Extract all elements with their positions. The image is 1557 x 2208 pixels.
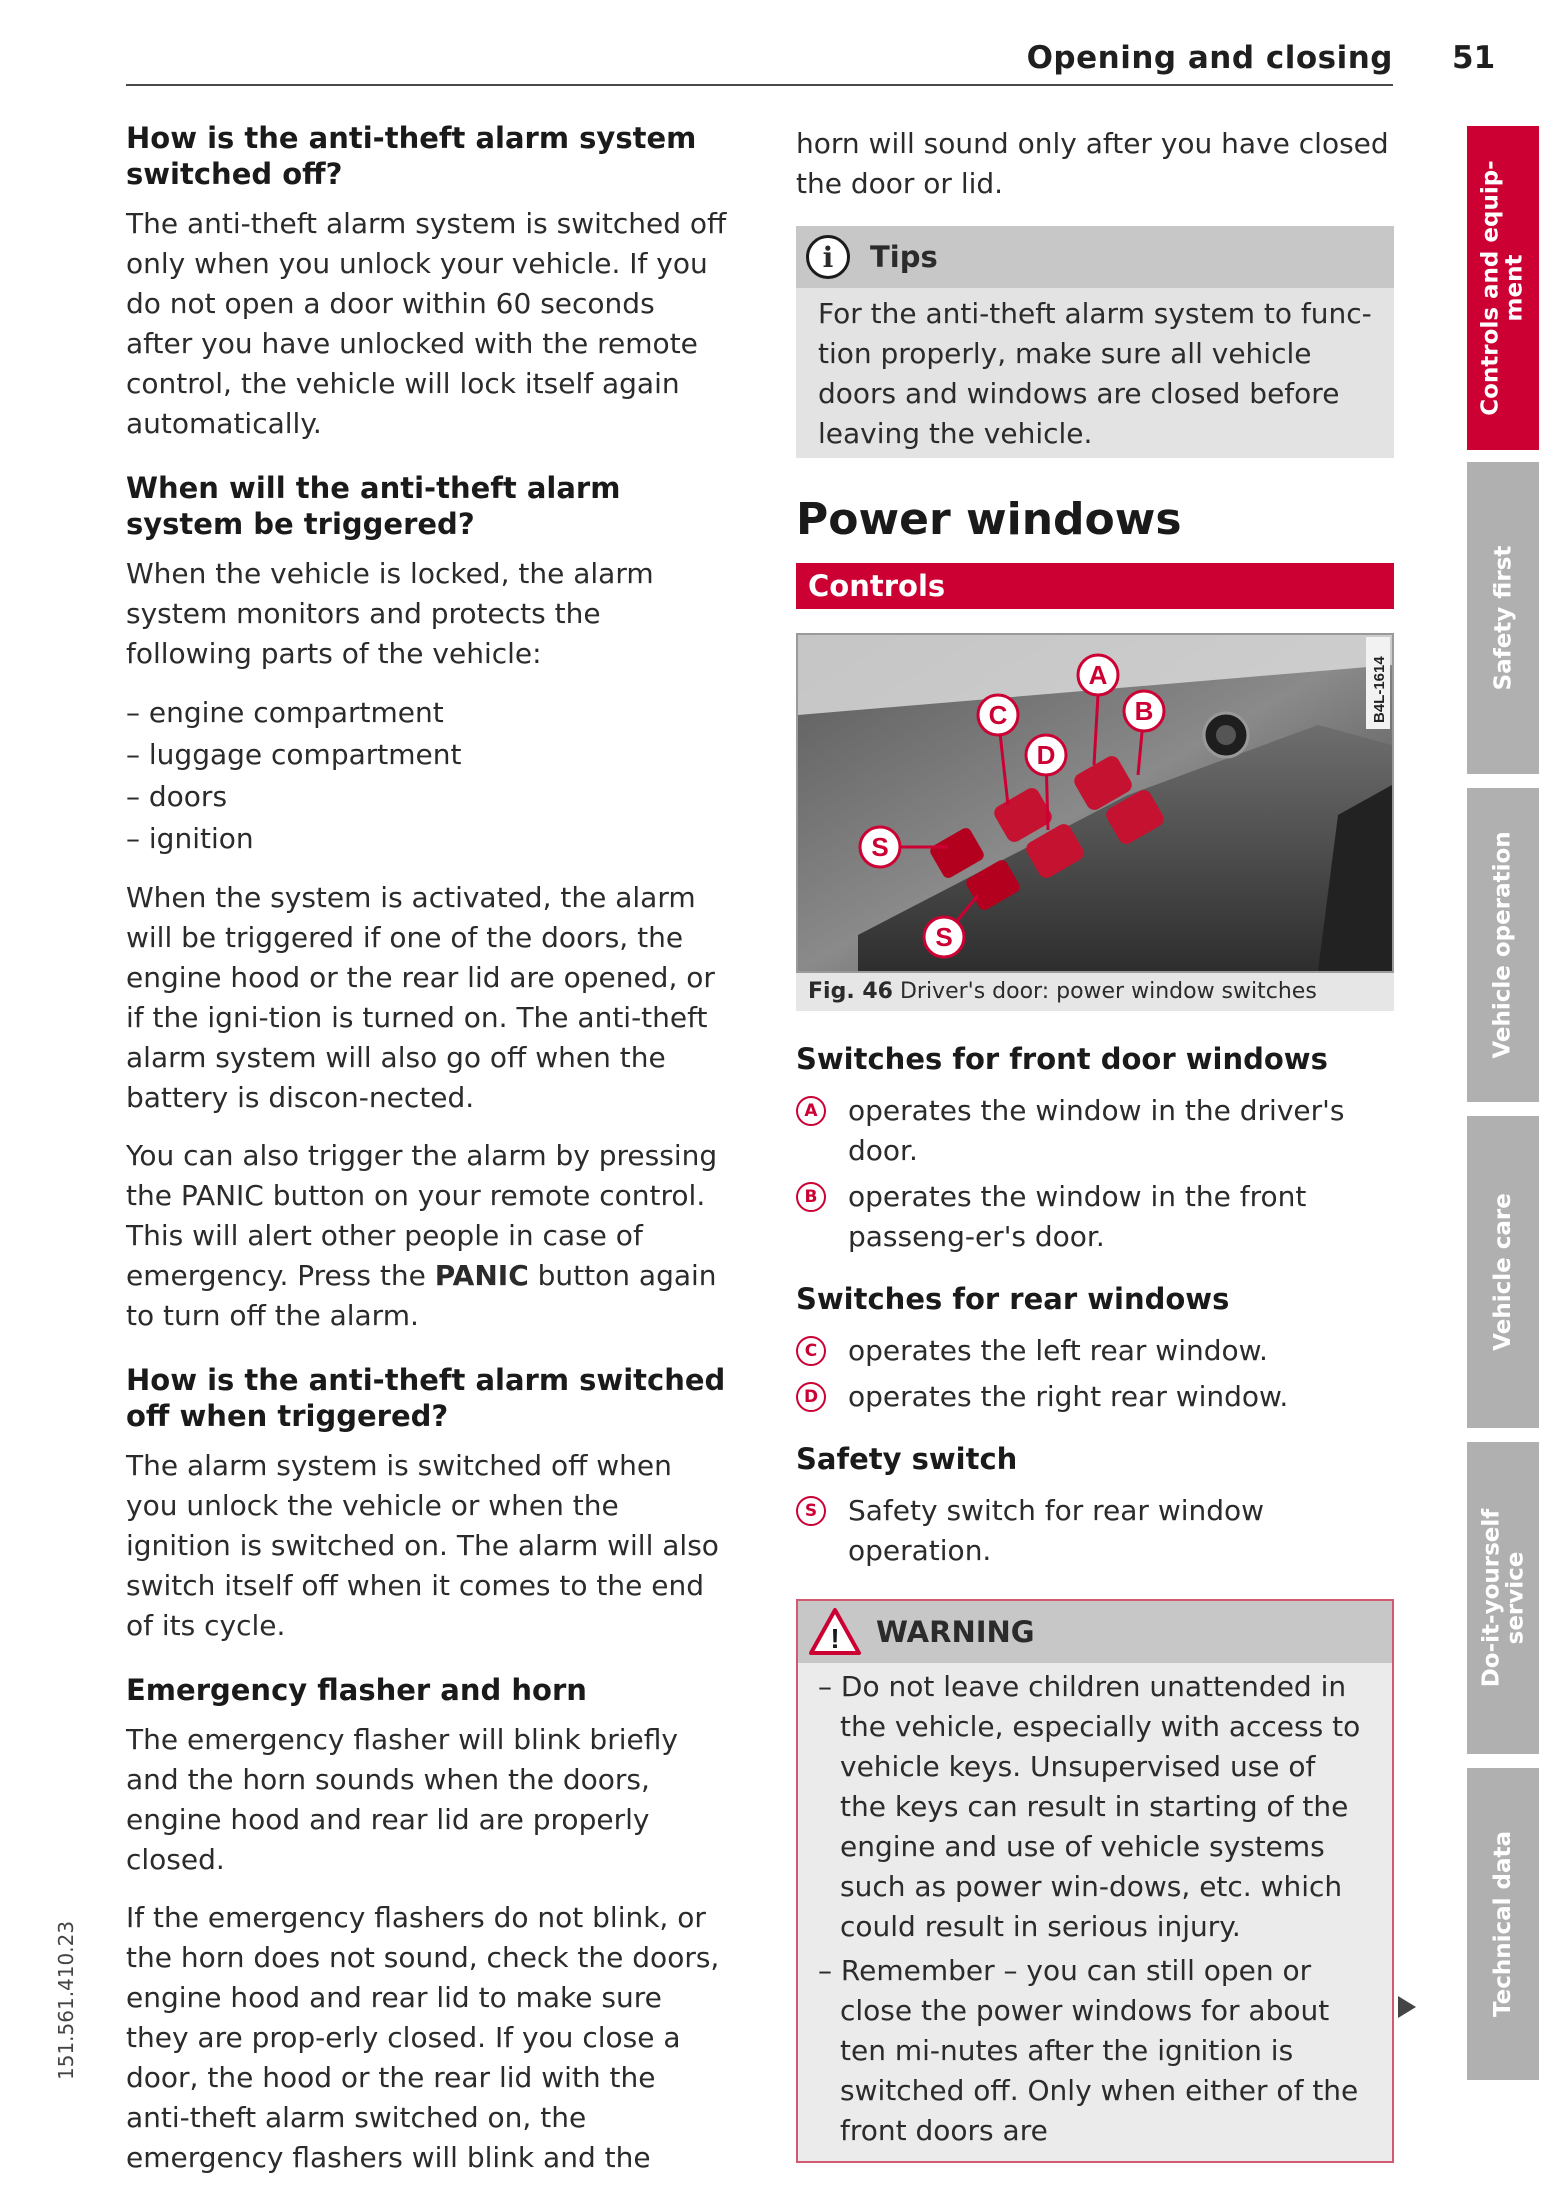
figure-label-b: B [1134,696,1154,726]
tab-label: Safety first [1490,545,1517,691]
list-item: – engine compartment [126,696,444,729]
item-text: operates the window in the front passeng-er's door. [848,1180,1307,1253]
figure-label-c: C [988,700,1008,730]
tab-label: Do-it-yourself service [1478,1508,1528,1688]
paragraph: horn will sound only after you have closed the door or lid. [796,127,1389,200]
tab-label: Technical data [1490,1830,1517,2018]
list-item: – doors [126,780,228,813]
letter-d-icon: D [796,1382,826,1412]
section-title: Power windows [796,494,1182,545]
tab-controls-and-equipment[interactable] [1467,126,1539,450]
tab-label: Vehicle operation [1490,831,1516,1059]
section-heading: When will the anti-theft alarm system be triggered? [126,471,621,541]
letter-b-icon: B [796,1182,826,1212]
tab-do-it-yourself-service[interactable] [1467,1442,1539,1754]
item-text: operates the right rear window. [848,1380,1289,1413]
warning-header [798,1601,1392,1663]
continue-arrow-icon [1398,1996,1416,2018]
panic-keyword: PANIC [434,1259,529,1292]
tab-label: Vehicle care [1490,1193,1516,1351]
section-heading: Switches for front door windows [796,1042,1328,1076]
letter-c-icon: C [796,1336,826,1366]
tab-label: Controls and equip- ment [1478,160,1529,416]
warning-mark: ! [830,1623,840,1654]
tab-vehicle-operation[interactable] [1467,788,1539,1102]
document-number: 151.561.410.23 [54,1920,78,2080]
chapter-title: Opening and closing [1026,40,1393,76]
warning-box [796,1599,1394,2163]
warning-list [798,1663,1392,2161]
figure-number: Fig. 46 [808,979,893,1004]
list-item [796,1377,1394,1417]
power-window-figure [796,633,1394,973]
list-item [796,1177,1394,1257]
page-header [126,38,1393,86]
warning-title: WARNING [876,1615,1035,1649]
info-icon: i [806,235,850,279]
warning-item: – Do not leave children unattended in the vehicle, especially with access to vehicle keys. Unsupervised use of the keys can result in starting of the engine and use of vehicle systems such as power win-dows, etc. which could result in serious injury. [818,1670,1361,1943]
section-heading: Emergency flasher and horn [126,1673,587,1707]
figure-label-s1: S [871,832,889,862]
paragraph: When the system is activated, the alarm will be triggered if one of the doors, the engine hood or the rear lid are opened, or if the igni-tion is turned on. The anti-theft alarm system will also go off when the battery is discon-nected. [126,881,715,1114]
tab-vehicle-care[interactable] [1467,1116,1539,1428]
figure-label-d: D [1036,740,1056,770]
list-item [796,1491,1394,1571]
right-column [796,124,1394,2163]
paragraph: The alarm system is switched off when you unlock the vehicle or when the ignition is switched on. The alarm will also switch itself off when it comes to the end of its cycle. [126,1449,719,1642]
tips-title: Tips [870,240,938,274]
tips-box [796,226,1394,458]
item-text: operates the window in the driver's door. [848,1094,1345,1167]
list-item [796,1091,1394,1171]
list-item: – ignition [126,822,254,855]
bullet-list [126,692,728,860]
list-item: – luggage compartment [126,738,462,771]
section-heading: Safety switch [796,1442,1018,1476]
left-column [126,120,728,2196]
paragraph: If the emergency flashers do not blink, or the horn does not sound, check the doors, engine hood and rear lid to make sure they are prop-erly closed. If you close a door, the hood or the rear lid with the anti-theft alarm switched on, the emergency flashers will blink and the [126,1901,720,2174]
section-heading: Switches for rear windows [796,1282,1230,1316]
section-heading: How is the anti-theft alarm system switched off? [126,121,697,191]
paragraph: The emergency flasher will blink briefly and the horn sounds when the doors, engine hood and rear lid are properly closed. [126,1723,678,1876]
subsection-bar: Controls [796,563,1394,609]
list-item [796,1331,1394,1371]
paragraph: When the vehicle is locked, the alarm system monitors and protects the following parts of the vehicle: [126,557,654,670]
item-text: operates the left rear window. [848,1334,1268,1367]
tab-safety-first[interactable] [1467,462,1539,774]
figure-caption-text: Driver's door: power window switches [899,979,1317,1004]
letter-s-icon: S [796,1496,826,1526]
section-heading: How is the anti-theft alarm switched off when triggered? [126,1363,726,1433]
letter-a-icon: A [796,1096,826,1126]
figure-code: B4L-1614 [1371,656,1388,723]
item-text: Safety switch for rear window operation. [848,1494,1265,1567]
tips-header [796,226,1394,288]
warning-triangle-icon [808,1607,862,1657]
warning-item: – Remember – you can still open or close the power windows for about ten mi-nutes after the ignition is switched off. Only when either of the front doors are [818,1954,1359,2147]
paragraph: The anti-theft alarm system is switched off only when you unlock your vehicle. If you do not open a door within 60 seconds after you have unlocked with the remote control, the vehicle will lock itself again automatically. [126,207,727,440]
door-switch-illustration [798,635,1392,971]
figure-caption [796,973,1394,1011]
text-run: button again to turn off the alarm. [126,1259,717,1332]
paragraph [126,1136,728,1336]
figure-label-s2: S [935,922,953,952]
page-number: 51 [1452,40,1496,76]
tab-technical-data[interactable] [1467,1768,1539,2080]
tips-body: For the anti-theft alarm system to func-tion properly, make sure all vehicle doors and windows are closed before leaving the vehicle. [818,297,1372,450]
text-run: You can also trigger the alarm by pressing the PANIC button on your remote control. This will alert other people in case of emergency. Press the [126,1139,718,1292]
figure-label-a: A [1088,660,1108,690]
